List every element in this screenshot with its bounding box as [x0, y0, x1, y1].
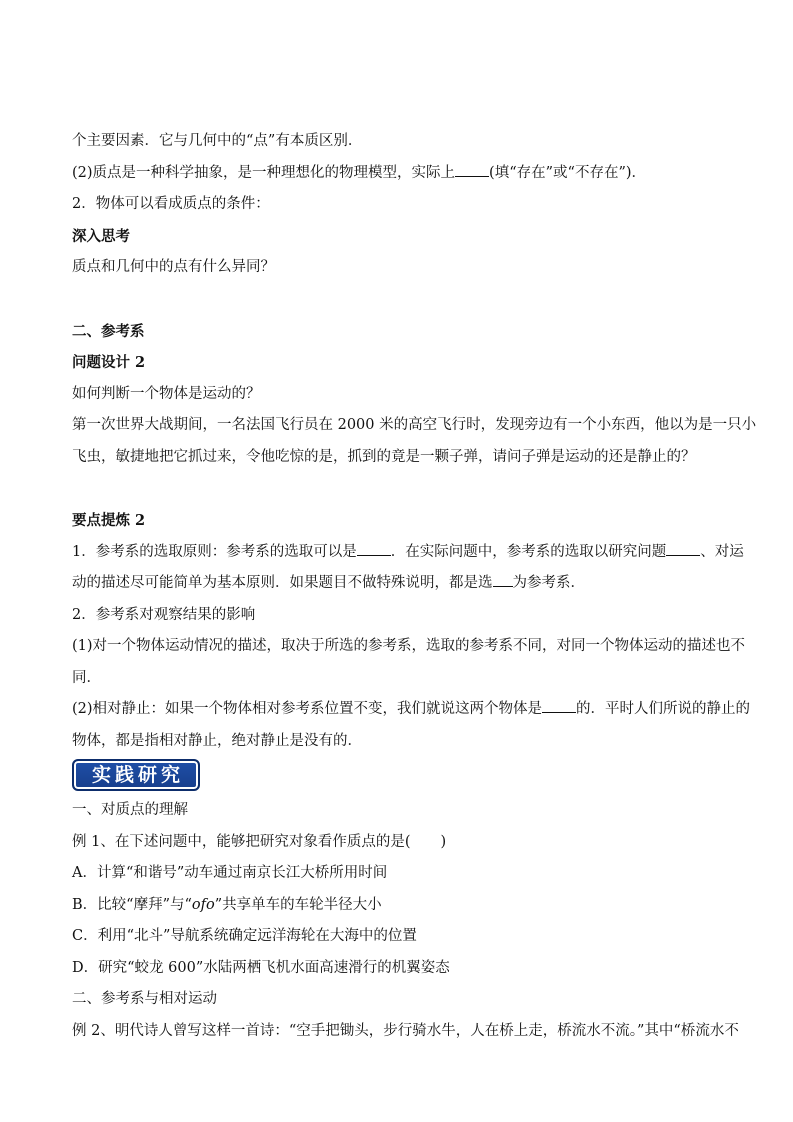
- section-heading-relative-motion: 二、参考系与相对运动: [72, 991, 217, 1007]
- document-body: [72, 126, 757, 1047]
- example-2-stem: 例 2、明代诗人曾写这样一首诗：“空手把锄头，步行骑水牛，人在桥上走，桥流水不流。”其中“桥流水不: [72, 1022, 739, 1039]
- subheading-question-design-2: 问题设计 2: [72, 354, 146, 371]
- text-line: 1．参考系的选取原则：参考系的选取可以是 ．在实际问题中，参考系的选取以研究问题 、对运: [72, 537, 724, 569]
- subheading-key-points-2: 要点提炼 2: [72, 512, 146, 529]
- text-line: 第一次世界大战期间，一名法国飞行员在 2000 米的高空飞行时，发现旁边有一个小东西，他以为是一只小: [72, 417, 757, 433]
- option-b[interactable]: B．比较“摩拜”与“ofo”共享单车的车轮半径大小: [72, 896, 382, 913]
- fill-blank[interactable]: [455, 162, 489, 177]
- example-1-stem: 例 1、在下述问题中，能够把研究对象看作质点的是( ): [72, 833, 447, 850]
- fill-blank[interactable]: [357, 541, 391, 556]
- text-line: (2)质点是一种科学抽象，是一种理想化的物理模型，实际上 (填“存在”或“不存在”)．: [72, 158, 724, 190]
- text-line: 个主要因素．它与几何中的“点”有本质区别．: [72, 133, 363, 149]
- section-heading-reference-frame: 二、参考系: [72, 322, 145, 340]
- text-line: 2．物体可以看成质点的条件：: [72, 196, 270, 212]
- text-line: 如何判断一个物体是运动的？: [72, 385, 261, 402]
- text-line: (1)对一个物体运动情况的描述，取决于所选的参考系，选取的参考系不同，对同一个物体运动的描述也不: [72, 638, 746, 654]
- practice-research-banner: 实践研究: [72, 759, 200, 791]
- text-line: 同．: [72, 669, 101, 686]
- section-heading-particle: 一、对质点的理解: [72, 802, 188, 818]
- option-d[interactable]: D．研究“蛟龙 600”水陆两栖飞机水面高速滑行的机翼姿态: [72, 959, 450, 976]
- fill-blank[interactable]: [493, 572, 513, 587]
- text-line: 飞虫，敏捷地把它抓过来，令他吃惊的是，抓到的竟是一颗子弹，请问子弹是运动的还是静止的？: [72, 448, 696, 465]
- subheading-deep-thinking: 深入思考: [72, 227, 130, 245]
- text-line: 质点和几何中的点有什么异同？: [72, 259, 275, 275]
- option-c[interactable]: C．利用“北斗”导航系统确定远洋海轮在大海中的位置: [72, 928, 417, 944]
- fill-blank[interactable]: [666, 541, 700, 556]
- text-line: 动的描述尽可能简单为基本原则．如果题目不做特殊说明，都是选 为参考系．: [72, 568, 724, 600]
- option-a[interactable]: A．计算“和谐号”动车通过南京长江大桥所用时间: [72, 865, 388, 881]
- fill-blank[interactable]: [542, 698, 576, 713]
- text-line: (2)相对静止：如果一个物体相对参考系位置不变，我们就说这两个物体是 的．平时人们所说的静止的: [72, 694, 724, 726]
- text-line: 物体，都是指相对静止，绝对静止是没有的．: [72, 732, 362, 749]
- text-line: 2．参考系对观察结果的影响: [72, 606, 256, 623]
